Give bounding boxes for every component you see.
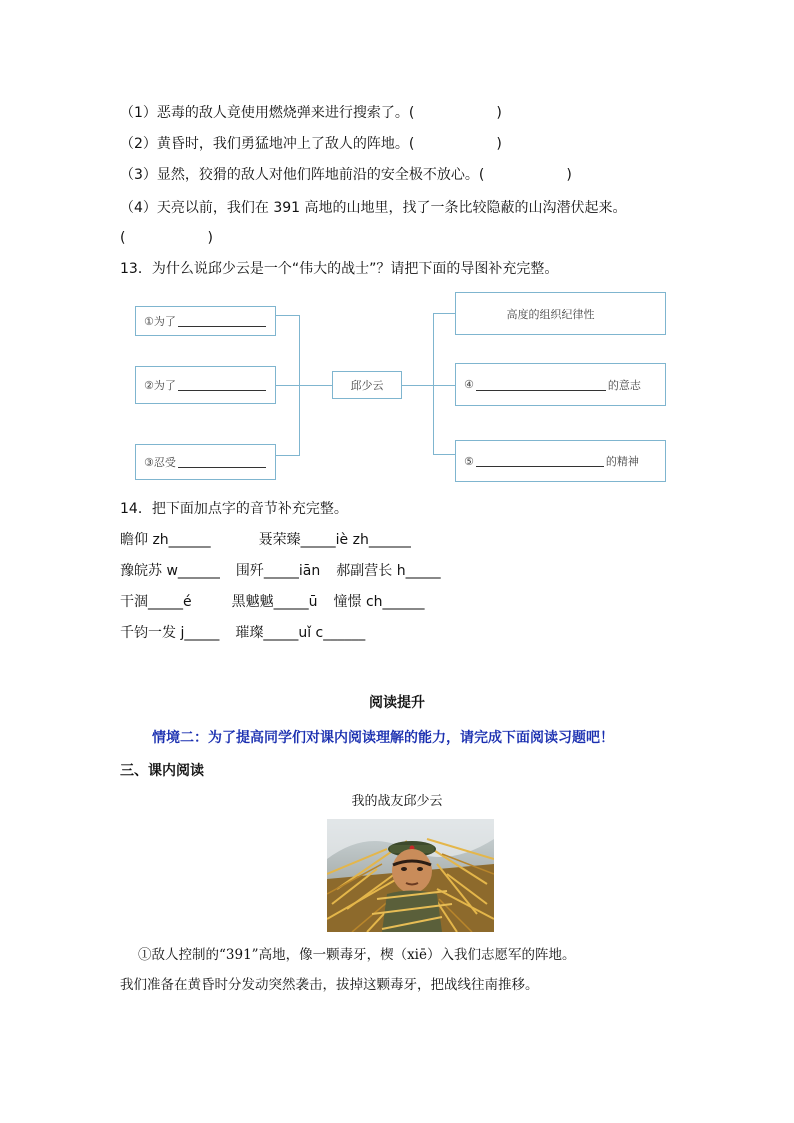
connector [433, 385, 455, 386]
map-right-box-1: 高度的组织纪律性 [455, 292, 666, 335]
map-left-box-2: ②为了 [135, 366, 276, 404]
map-right-box-3: ⑤ 的精神 [455, 440, 666, 482]
connector [276, 455, 300, 456]
q14-row-2: 豫皖苏 w______ 围歼_____iān 郝副营长 h_____ [120, 563, 441, 579]
article-title: 我的战友邱少云 [351, 794, 443, 809]
connector [402, 385, 434, 386]
connector [276, 385, 300, 386]
connector [299, 385, 332, 386]
q12-item-2: （2）黄昏时，我们勇猛地冲上了敌人的阵地。( ) [120, 136, 502, 152]
section-title: 阅读提升 [369, 695, 425, 711]
soldier-illustration [327, 819, 494, 932]
q14-row-1: 瞻仰 zh______ 聂荣臻_____iè zh______ [120, 532, 411, 548]
q14-row-4: 千钧一发 j_____ 璀璨_____uǐ c______ [120, 625, 366, 641]
q14-row-3: 干涸_____é 黑魆魆_____ū 憧憬 ch______ [120, 594, 425, 610]
map-left-box-1: ①为了 [135, 306, 276, 336]
q12-item-1: （1）恶毒的敌人竟使用燃烧弹来进行搜索了。( ) [120, 105, 502, 121]
map-left-box-3: ③忍受 [135, 444, 276, 480]
map-center-box: 邱少云 [332, 371, 402, 399]
connector [433, 454, 455, 455]
article-para-1-line-1: ①敌人控制的“391”高地，像一颗毒牙，楔（xiē）入我们志愿军的阵地。 [138, 947, 576, 963]
q13-title: 13．为什么说邱少云是一个“伟大的战士”？请把下面的导图补充完整。 [120, 261, 559, 277]
q14-title: 14．把下面加点字的音节补充完整。 [120, 501, 348, 517]
q12-item-4: （4）天亮以前，我们在 391 高地的山地里，找了一条比较隐蔽的山沟潜伏起来。 [120, 200, 627, 216]
article-para-1-line-2: 我们准备在黄昏时分发动突然袭击，拔掉这颗毒牙，把战线往南推移。 [120, 977, 539, 993]
map-right-box-2: ④ 的意志 [455, 363, 666, 406]
context-prompt: 情境二：为了提高同学们对课内阅读理解的能力，请完成下面阅读习题吧！ [152, 730, 614, 746]
q12-item-3: （3）显然，狡猾的敌人对他们阵地前沿的安全极不放心。( ) [120, 167, 572, 183]
connector [433, 313, 434, 454]
connector [276, 315, 300, 316]
connector [433, 313, 455, 314]
q12-item-4-answer: ( ) [120, 230, 213, 246]
part-heading: 三、课内阅读 [120, 763, 204, 779]
